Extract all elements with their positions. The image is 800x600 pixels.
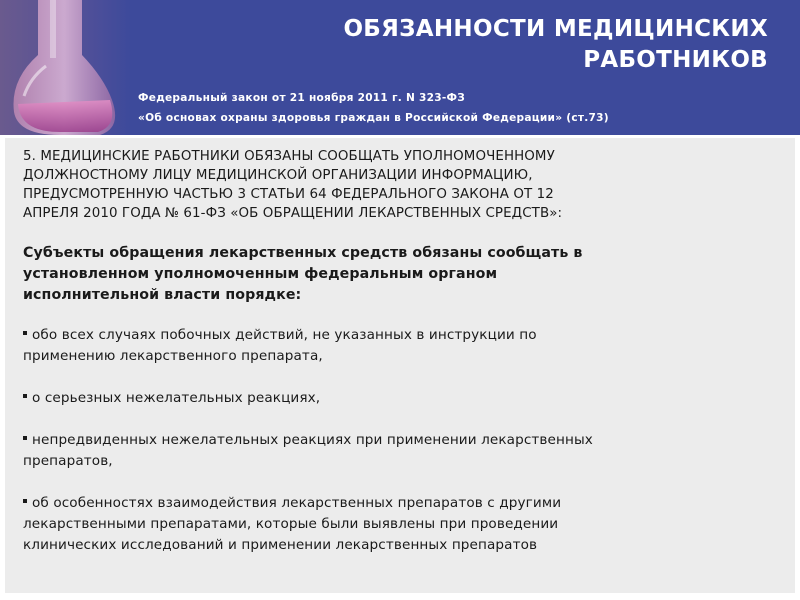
list-item [23, 325, 783, 367]
list-item [23, 493, 783, 556]
page-title [208, 14, 768, 76]
law-reference [138, 88, 609, 128]
bullet-line: обо всех случаях побочных действий, не указанных в инструкции по [32, 327, 537, 343]
bullet-icon [23, 331, 27, 335]
bullet-line: клинических исследований и применении лекарственных препаратов [23, 537, 538, 553]
bullet-line: о серьезных нежелательных реакциях, [32, 390, 321, 406]
bullet-line: применению лекарственного препарата, [23, 348, 323, 364]
intro-line: ДОЛЖНОСТНОМУ ЛИЦУ МЕДИЦИНСКОЙ ОРГАНИЗАЦИИ ИНФОРМАЦИЮ, [23, 168, 533, 183]
subjects-line: Субъекты обращения лекарственных средств обязаны сообщать в [23, 245, 583, 261]
intro-paragraph [23, 147, 783, 223]
bullet-list [23, 325, 783, 556]
body-text [23, 147, 783, 577]
bullet-icon [23, 499, 27, 503]
header-band [0, 0, 800, 135]
intro-line: АПРЕЛЯ 2010 ГОДА № 61-ФЗ «ОБ ОБРАЩЕНИИ ЛЕКАРСТВЕННЫХ СРЕДСТВ»: [23, 206, 563, 221]
bullet-icon [23, 394, 27, 398]
bullet-line: непредвиденных нежелательных реакциях при применении лекарственных [32, 432, 593, 448]
bullet-line: препаратов, [23, 453, 113, 469]
bullet-line: лекарственными препаратами, которые были выявлены при проведении [23, 516, 559, 532]
list-item [23, 388, 783, 409]
subjects-line: исполнительной власти порядке: [23, 287, 302, 303]
list-item [23, 430, 783, 472]
subjects-paragraph [23, 243, 783, 306]
subjects-line: установленном уполномоченным федеральным органом [23, 266, 498, 282]
title-line: РАБОТНИКОВ [583, 47, 768, 73]
law-reference-line: «Об основах охраны здоровья граждан в Российской Федерации» (ст.73) [138, 112, 609, 124]
content-area [5, 138, 795, 593]
intro-line: 5. МЕДИЦИНСКИЕ РАБОТНИКИ ОБЯЗАНЫ СООБЩАТЬ УПОЛНОМОЧЕННОМУ [23, 149, 555, 164]
bullet-line: об особенностях взаимодействия лекарственных препаратов с другими [32, 495, 562, 511]
law-reference-line: Федеральный закон от 21 ноября 2011 г. N 323-ФЗ [138, 92, 466, 104]
intro-line: ПРЕДУСМОТРЕННУЮ ЧАСТЬЮ 3 СТАТЬИ 64 ФЕДЕРАЛЬНОГО ЗАКОНА ОТ 12 [23, 187, 554, 202]
flask-image [0, 0, 130, 135]
title-line: ОБЯЗАННОСТИ МЕДИЦИНСКИХ [343, 16, 768, 42]
bullet-icon [23, 436, 27, 440]
